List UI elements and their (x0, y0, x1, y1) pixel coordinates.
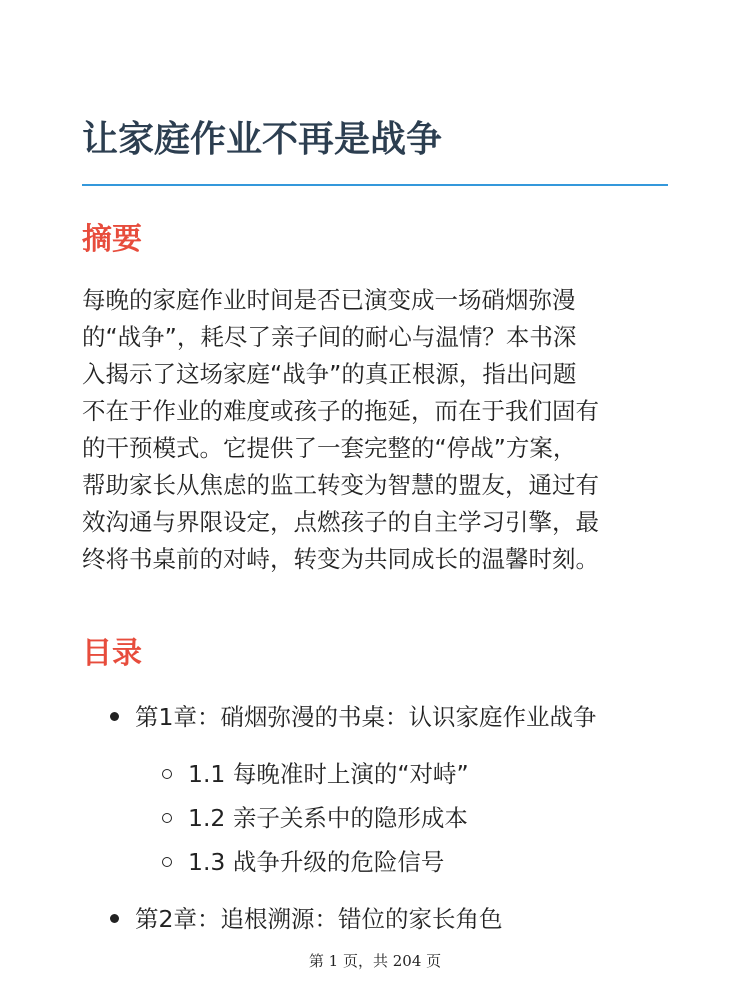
abstract-paragraph (82, 282, 682, 578)
toc-chapter-label: 第1章：硝烟弥漫的书桌：认识家庭作业战争 (135, 703, 597, 731)
title-divider (82, 184, 668, 186)
toc-chapter-label: 第2章：追根溯源：错位的家长角色 (135, 905, 503, 933)
bullet-disc-icon (110, 712, 119, 721)
toc-chapter-1[interactable] (110, 700, 596, 734)
footer-prefix: 第 (308, 952, 324, 970)
bullet-circle-icon (162, 769, 172, 779)
toc-heading: 目录 (82, 636, 142, 671)
bullet-disc-icon (110, 914, 119, 923)
footer-middle: 页，共 (342, 952, 388, 970)
abstract-line: 不在于作业的难度或孩子的拖延，而在于我们固有 (82, 397, 599, 425)
abstract-line: 帮助家长从焦虑的监工转变为智慧的盟友，通过有 (82, 471, 599, 499)
abstract-line: 每晚的家庭作业时间是否已演变成一场硝烟弥漫 (82, 286, 576, 314)
abstract-line: 入揭示了这场家庭“战争”的真正根源，指出问题 (82, 360, 577, 388)
document-title: 让家庭作业不再是战争 (82, 119, 443, 160)
toc-section-1-3[interactable] (162, 845, 444, 879)
abstract-line: 的干预模式。它提供了一套完整的“停战”方案， (82, 434, 577, 462)
abstract-heading: 摘要 (82, 222, 142, 257)
toc-section-label: 1.2 亲子关系中的隐形成本 (188, 804, 468, 832)
footer-page-current: 1 (328, 952, 339, 970)
toc-section-1-2[interactable] (162, 801, 468, 835)
toc-chapter-2[interactable] (110, 902, 502, 936)
footer-page-total: 204 (392, 952, 422, 970)
toc-section-label: 1.3 战争升级的危险信号 (188, 848, 445, 876)
bullet-circle-icon (162, 857, 172, 867)
toc-section-1-1[interactable] (162, 757, 469, 791)
page-footer (0, 950, 750, 972)
abstract-line: 的“战争”，耗尽了亲子间的耐心与温情？本书深 (82, 323, 577, 351)
toc-section-label: 1.1 每晚准时上演的“对峙” (188, 760, 469, 788)
abstract-line: 终将书桌前的对峙，转变为共同成长的温馨时刻。 (82, 545, 599, 573)
abstract-line: 效沟通与界限设定，点燃孩子的自主学习引擎，最 (82, 508, 599, 536)
footer-suffix: 页 (426, 952, 442, 970)
bullet-circle-icon (162, 813, 172, 823)
